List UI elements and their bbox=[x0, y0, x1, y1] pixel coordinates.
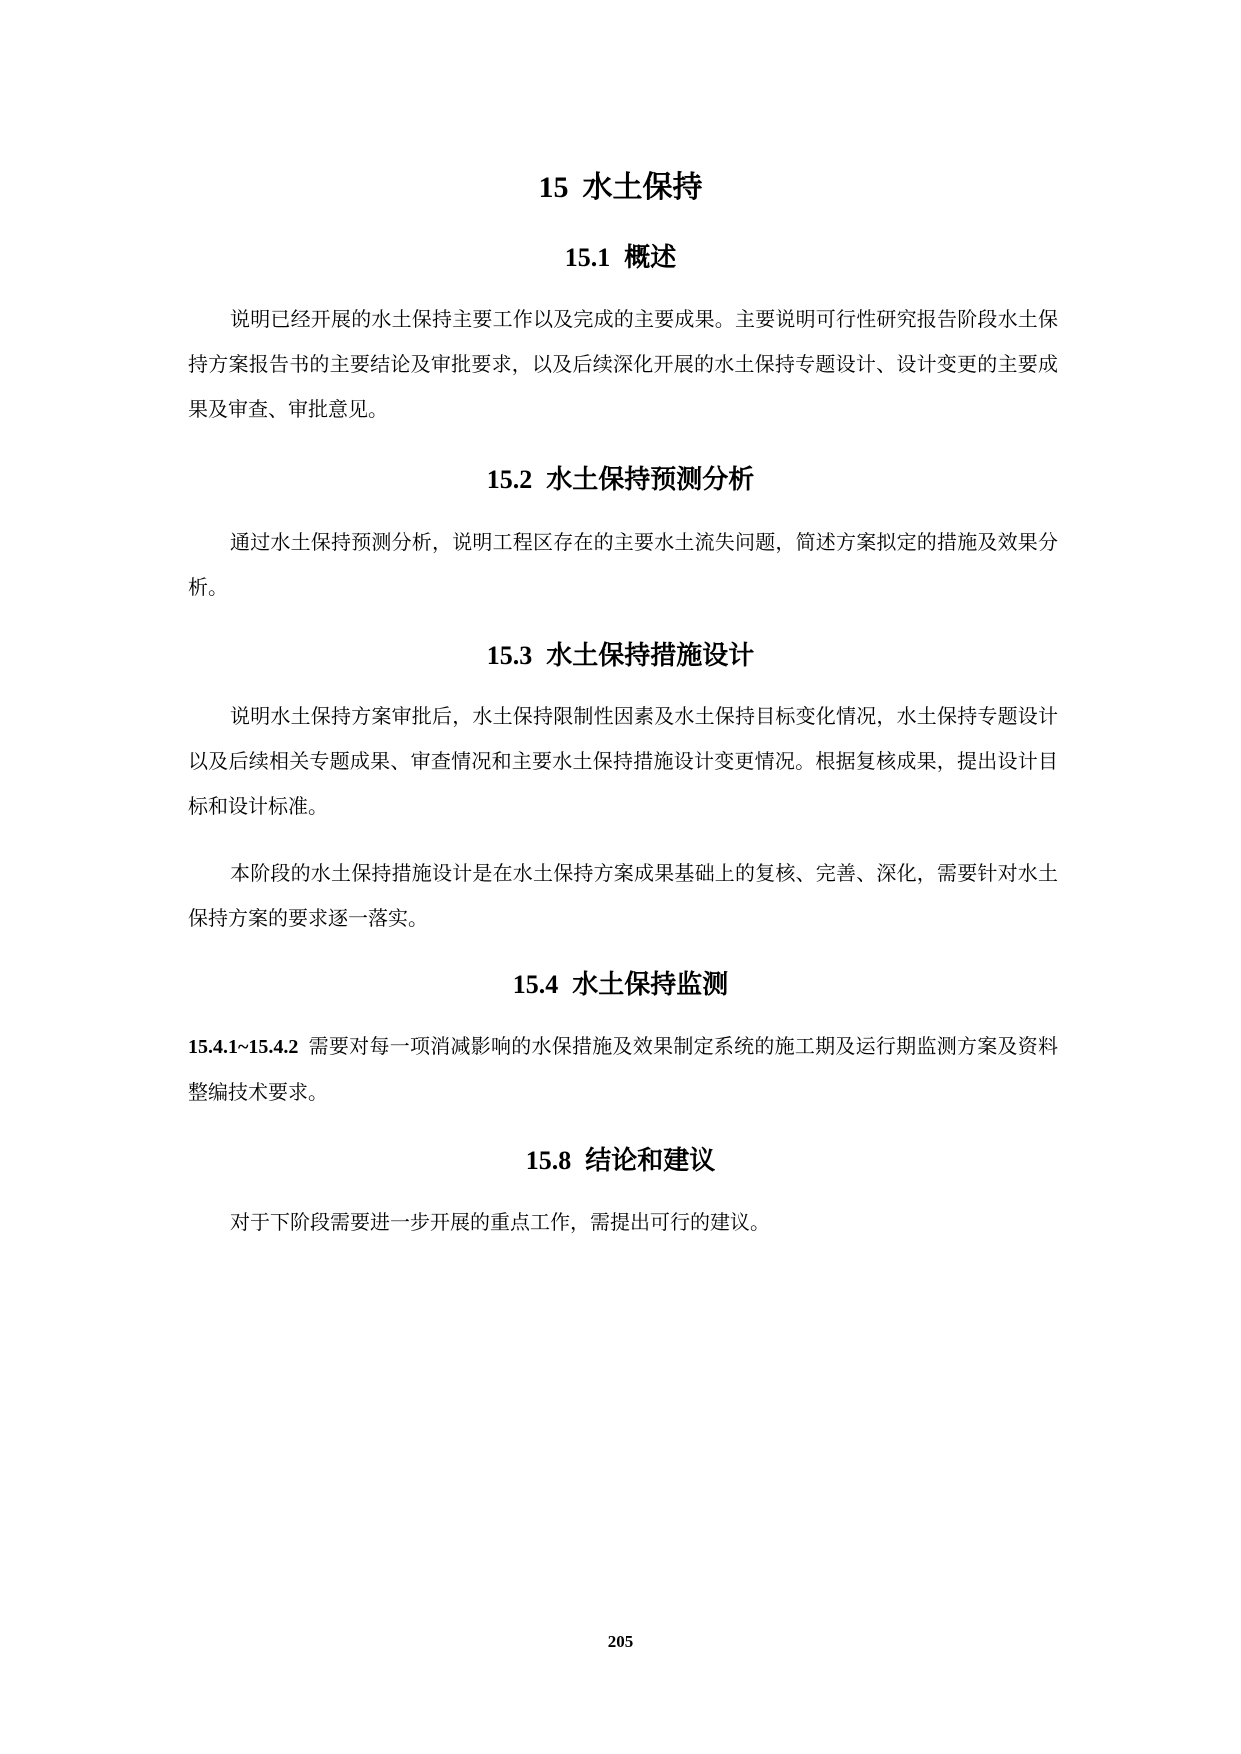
section-title: 水土保持监测 bbox=[572, 970, 729, 1000]
section-heading-15-8 bbox=[0, 1143, 1241, 1179]
section-number: 15.2 bbox=[486, 465, 533, 494]
section-heading-15-3 bbox=[0, 638, 1241, 674]
section-number: 15.3 bbox=[486, 641, 533, 670]
chapter-title: 水土保持 bbox=[582, 170, 703, 205]
chapter-number: 15 bbox=[538, 171, 569, 204]
chapter-heading bbox=[0, 168, 1241, 208]
section-number: 15.4 bbox=[512, 970, 559, 999]
section-title: 水土保持措施设计 bbox=[546, 641, 755, 671]
section-title: 结论和建议 bbox=[585, 1146, 716, 1176]
section-15-3-paragraph-1: 说明水土保持方案审批后，水土保持限制性因素及水土保持目标变化情况，水土保持专题设计以及后续相关专题成果、审查情况和主要水土保持措施设计变更情况。根据复核成果，提出设计目标和设计标准。 bbox=[188, 704, 1058, 818]
section-number: 15.8 bbox=[525, 1146, 572, 1175]
clause-number: 15.4.1~15.4.2 bbox=[188, 1036, 299, 1058]
section-heading-15-4 bbox=[0, 967, 1241, 1003]
clause-text: 需要对每一项消减影响的水保措施及效果制定系统的施工期及运行期监测方案及资料整编技术要求。 bbox=[188, 1034, 1058, 1104]
section-15-8-paragraph-1: 对于下阶段需要进一步开展的重点工作，需提出可行的建议。 bbox=[230, 1210, 770, 1234]
section-15-2-paragraph-1: 通过水土保持预测分析，说明工程区存在的主要水土流失问题，简述方案拟定的措施及效果分析。 bbox=[188, 530, 1058, 599]
section-15-4-paragraph-1 bbox=[188, 1024, 1058, 1115]
section-15-3-paragraph-2: 本阶段的水土保持措施设计是在水土保持方案成果基础上的复核、完善、深化，需要针对水土保持方案的要求逐一落实。 bbox=[188, 861, 1058, 930]
section-heading-15-2 bbox=[0, 462, 1241, 498]
section-title: 概述 bbox=[624, 243, 677, 273]
page-number: 205 bbox=[607, 1632, 634, 1651]
section-heading-15-1 bbox=[0, 240, 1241, 276]
section-title: 水土保持预测分析 bbox=[546, 465, 755, 495]
section-15-1-paragraph-1: 说明已经开展的水土保持主要工作以及完成的主要成果。主要说明可行性研究报告阶段水土保持方案报告书的主要结论及审批要求，以及后续深化开展的水土保持专题设计、设计变更的主要成果及审查、审批意见。 bbox=[188, 307, 1058, 421]
section-number: 15.1 bbox=[564, 243, 611, 272]
